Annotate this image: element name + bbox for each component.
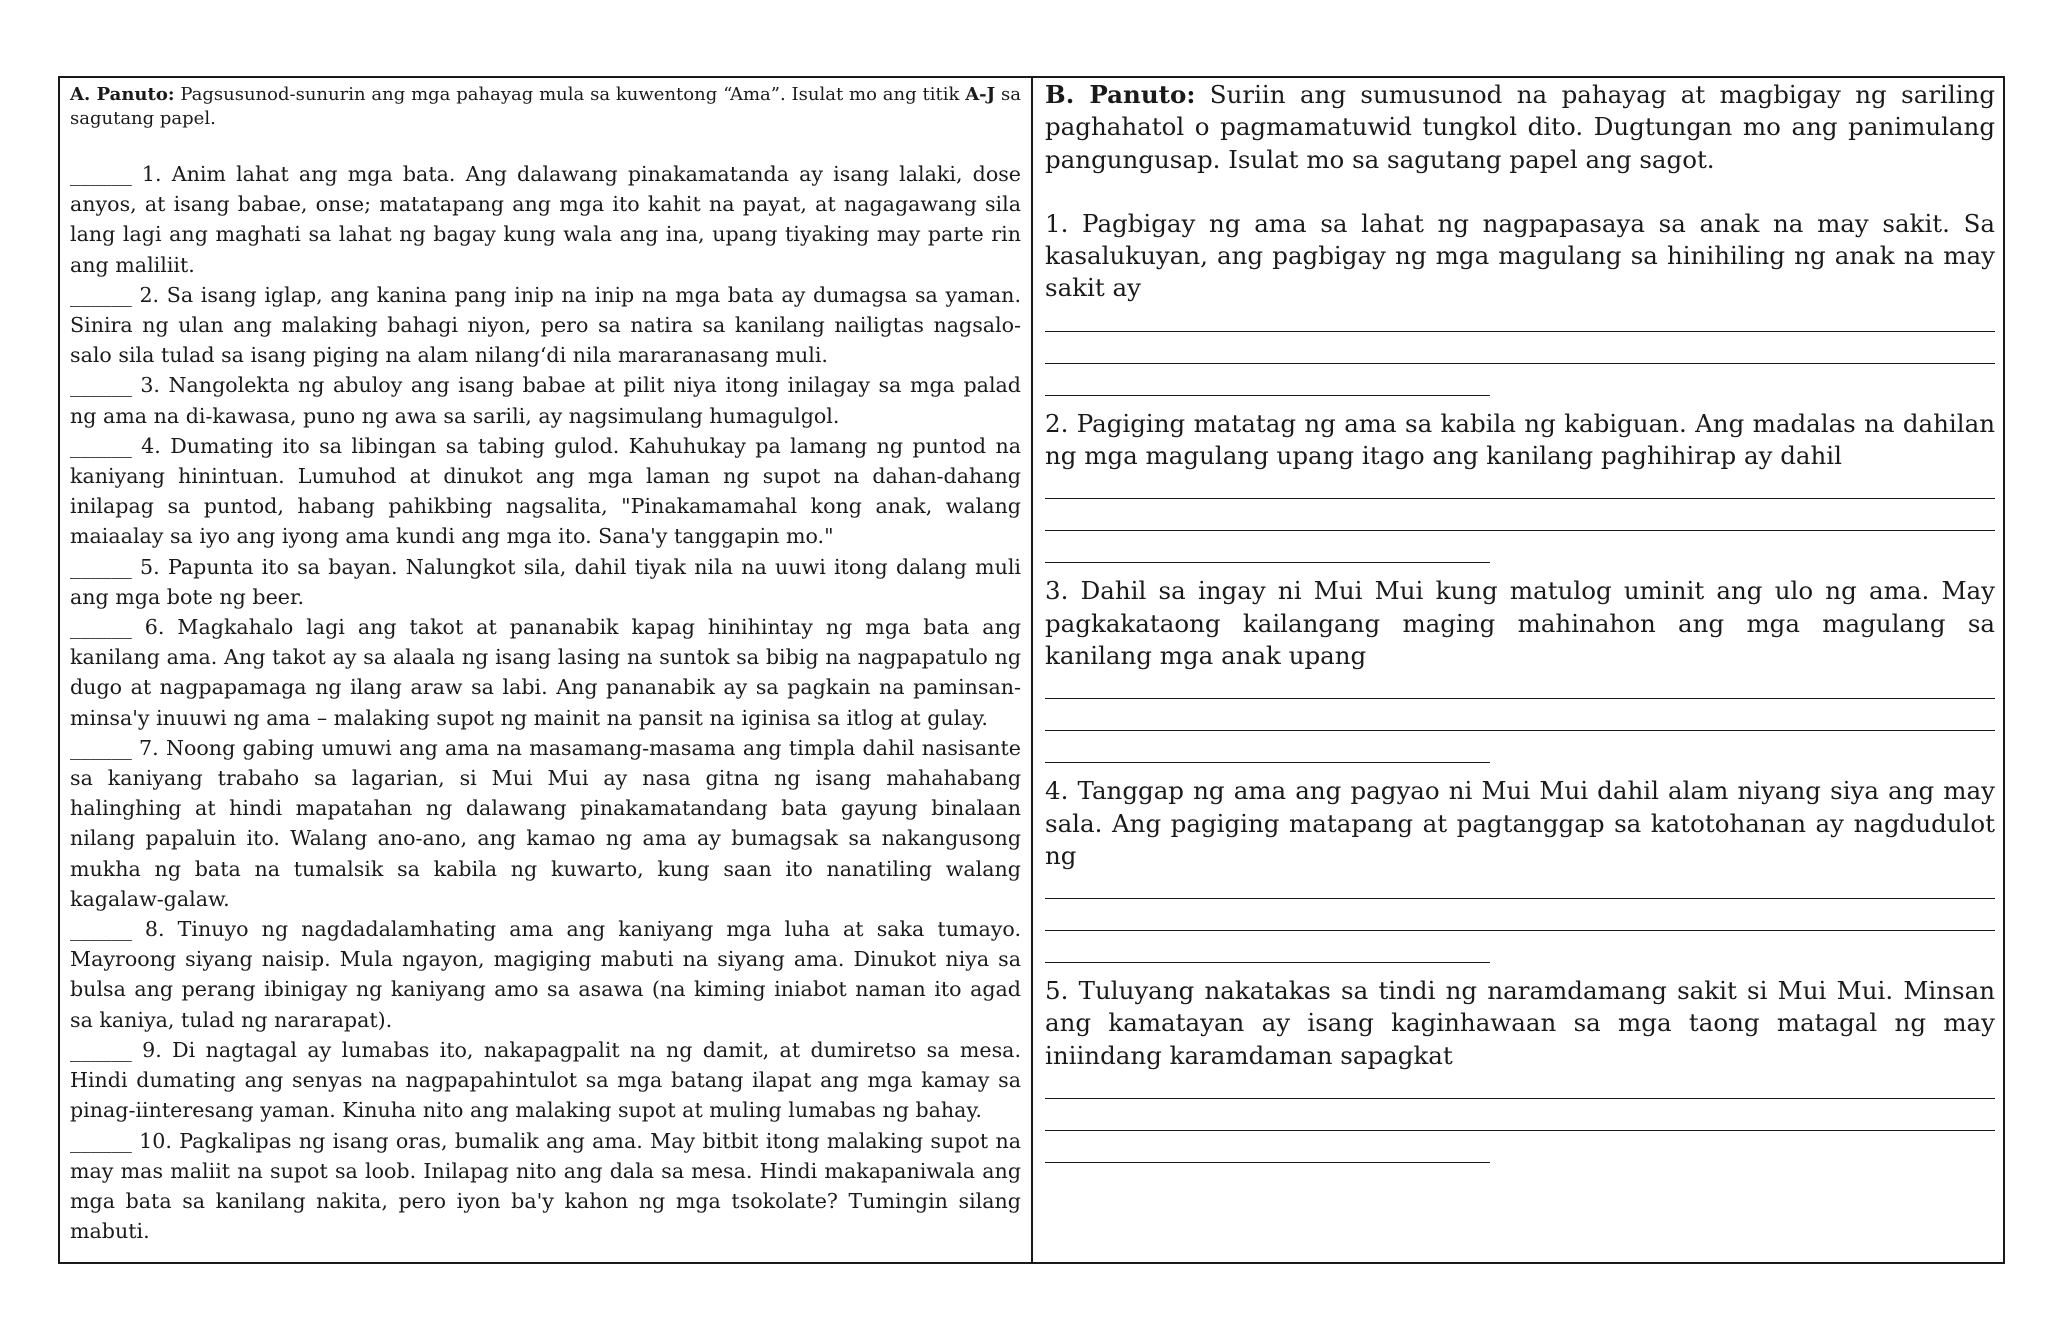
part-a-item-text: 8. Tinuyo ng nagdadalamhating ama ang kaniyang mga luha at saka tumayo. Mayroong siyang naisip. Mula ngayon, magiging mabuti na siyang ama. Dinukot niya sa bulsa ang perang ibinigay ng kaniyang amo sa asawa (na kiming iniabot naman ito agad sa kaniya, tulad ng nararapat). bbox=[70, 917, 1021, 1032]
answer-line[interactable] bbox=[1045, 899, 1995, 931]
answer-line[interactable] bbox=[1045, 472, 1995, 499]
part-b-item: 5. Tuluyang nakatakas sa tindi ng naramdamang sakit si Mui Mui. Minsan ang kamatayan ay isang kaginhawaan sa mga taong matagal ng may iniindang karamdaman sapagkat bbox=[1045, 976, 1995, 1070]
answer-blank[interactable]: ______ bbox=[70, 917, 132, 942]
part-a-item bbox=[70, 431, 1021, 552]
part-a-item bbox=[70, 612, 1021, 733]
part-a-item-text: 3. Nangolekta ng abuloy ang isang babae at pilit niya itong inilagay sa mga palad ng ama na di-kawasa, puno ng awa sa sarili, ay nagsimulang humagulgol. bbox=[70, 373, 1021, 428]
part-a-item-text: 4. Dumating ito sa libingan sa tabing gulod. Kahuhukay pa lamang ng puntod na kaniyang hinintuan. Lumuhod at dinukot ang mga laman ng supot na dahan-dahang inilapag sa puntod, habang pahikbing nagsalita, "Pinakamamahal kong anak, walang maiaalay sa iyo ang iyong ama kundi ang mga ito. Sana'y tanggapin mo." bbox=[70, 433, 1021, 549]
part-a-label: A. Panuto: bbox=[70, 84, 175, 105]
part-b-item: 2. Pagiging matatag ng ama sa kabila ng kabiguan. Ang madalas na dahilan ng mga magulang upang itago ang kanilang paghihirap ay dahil bbox=[1045, 408, 1995, 471]
part-a-item bbox=[70, 1035, 1021, 1126]
worksheet-table bbox=[58, 76, 2005, 1264]
part-b-item: 4. Tanggap ng ama ang pagyao ni Mui Mui dahil alam niyang siya ang may sala. Ang pagiging matapang at pagtanggap sa katotohanan ay nagdudulot ng bbox=[1045, 776, 1995, 870]
answer-line[interactable] bbox=[1045, 499, 1995, 531]
part-a-item bbox=[70, 280, 1021, 371]
answer-line[interactable] bbox=[1045, 1099, 1995, 1131]
part-b-label: B. Panuto: bbox=[1045, 80, 1196, 109]
part-b-instructions bbox=[1045, 79, 1995, 176]
answer-blank[interactable]: ______ bbox=[70, 1128, 132, 1153]
part-b-item: 1. Pagbigay ng ama sa lahat ng nagpapasaya sa anak na may sakit. Sa kasalukuyan, ang pagbigay ng mga magulang sa hinihiling ng anak na may sakit ay bbox=[1045, 208, 1995, 303]
part-a-instruction-bold: A-J bbox=[965, 84, 996, 105]
answer-line[interactable] bbox=[1045, 699, 1995, 731]
part-a-item-text: 10. Pagkalipas ng isang oras, bumalik ang ama. May bitbit itong malaking supot na may mas maliit na supot sa loob. Inilapag nito ang dala sa mesa. Hindi makapaniwala ang mga bata sa kanilang nakita, pero iyon ba'y kahon ng mga tsokolate? Tumingin silang mabuti. bbox=[70, 1128, 1021, 1244]
part-a-item-text: 9. Di nagtagal ay lumabas ito, nakapagpalit na ng damit, at dumiretso sa mesa. Hindi dumating ang senyas na nagpapahintulot sa mga batang ilapat ang mga kamay sa pinag-iinteresang yaman. Kinuha nito ang malaking supot at muling lumabas ng bahay. bbox=[70, 1037, 1021, 1123]
part-a-instruction-post: sa sagutang papel. bbox=[70, 84, 1021, 129]
answer-line[interactable] bbox=[1045, 672, 1995, 699]
answer-line[interactable] bbox=[1045, 332, 1995, 364]
part-b-items bbox=[1045, 208, 1995, 1163]
part-a-item bbox=[70, 733, 1021, 914]
part-b-item: 3. Dahil sa ingay ni Mui Mui kung matulog uminit ang ulo ng ama. May pagkakataong kailangang maging mahinahon ang mga magulang sa kanilang mga anak upang bbox=[1045, 576, 1995, 670]
answer-blank[interactable]: ______ bbox=[70, 554, 132, 579]
part-a-item-text: 6. Magkahalo lagi ang takot at pananabik kapag hinihintay ng mga bata ang kanilang ama. Ang takot ay sa alaala ng isang lasing na suntok sa bibig na nagpapatulo ng dugo at nagpapamaga ng ilang araw sa labi. Ang pananabik ay sa pagkain na paminsan-minsa'y inuuwi ng ama – malaking supot ng mainit na pansit na iginisa sa itlog at gulay. bbox=[70, 615, 1021, 730]
part-a-instructions bbox=[70, 83, 1021, 131]
answer-line[interactable] bbox=[1045, 931, 1490, 963]
answer-line[interactable] bbox=[1045, 1131, 1490, 1163]
part-a-item-text: 5. Papunta ito sa bayan. Nalungkot sila, dahil tiyak nila na uuwi itong dalang muli ang mga bote ng beer. bbox=[70, 554, 1021, 609]
answer-line[interactable] bbox=[1045, 305, 1995, 332]
part-b-column bbox=[1033, 78, 2003, 1262]
part-a-items bbox=[70, 159, 1021, 1246]
answer-blank[interactable]: ______ bbox=[70, 373, 132, 398]
part-a-item bbox=[70, 159, 1021, 280]
answer-line[interactable] bbox=[1045, 731, 1490, 763]
part-a-item-text: 2. Sa isang iglap, ang kanina pang inip na inip na mga bata ay dumagsa sa yaman. Sinira ng ulan ang malaking bahagi niyon, pero sa natira sa kanilang nailigtas nagsalo-salo sila tulad sa isang piging na alam nilang‘di nila mararanasang muli. bbox=[70, 282, 1021, 368]
part-a-column bbox=[60, 78, 1033, 1262]
part-b-instruction: Suriin ang sumusunod na pahayag at magbigay ng sariling paghahatol o pagmamatuwid tungkol dito. Dugtungan mo ang panimulang pangungusap. Isulat mo sa sagutang papel ang sagot. bbox=[1045, 80, 1996, 174]
answer-blank[interactable]: ______ bbox=[70, 615, 132, 640]
part-a-item bbox=[70, 552, 1021, 612]
answer-line[interactable] bbox=[1045, 1072, 1995, 1099]
answer-blank[interactable]: ______ bbox=[70, 735, 132, 760]
part-a-item bbox=[70, 1126, 1021, 1247]
part-a-item bbox=[70, 914, 1021, 1035]
answer-blank[interactable]: ______ bbox=[70, 162, 132, 186]
answer-line[interactable] bbox=[1045, 364, 1490, 396]
part-a-instruction-pre: Pagsusunod-sunurin ang mga pahayag mula sa kuwentong “Ama”. Isulat mo ang titik bbox=[180, 84, 966, 105]
answer-blank[interactable]: ______ bbox=[70, 433, 132, 458]
part-a-item-text: 7. Noong gabing umuwi ang ama na masamang-masama ang timpla dahil nasisante sa kaniyang trabaho sa lagarian, si Mui Mui ay nasa gitna ng isang mahahabang halinghing at hindi mapatahan ng dalawang pinakamatandang bata gayung binalaan nilang papaluin ito. Walang ano-ano, ang kamao ng ama ay bumagsak sa nakangusong mukha ng bata na tumalsik sa kabila ng kuwarto, kung saan ito nanatiling walang kagalaw-galaw. bbox=[70, 735, 1021, 911]
answer-line[interactable] bbox=[1045, 872, 1995, 899]
part-a-item bbox=[70, 370, 1021, 430]
answer-line[interactable] bbox=[1045, 531, 1490, 563]
answer-blank[interactable]: ______ bbox=[70, 282, 132, 307]
answer-blank[interactable]: ______ bbox=[70, 1037, 132, 1062]
part-a-item-text: 1. Anim lahat ang mga bata. Ang dalawang pinakamatanda ay isang lalaki, dose anyos, at isang babae, onse; matatapang ang mga ito kahit na payat, at nagagawang sila lang lagi ang maghati sa lahat ng bagay kung wala ang ina, upang tiyaking may parte rin ang maliliit. bbox=[70, 162, 1021, 277]
